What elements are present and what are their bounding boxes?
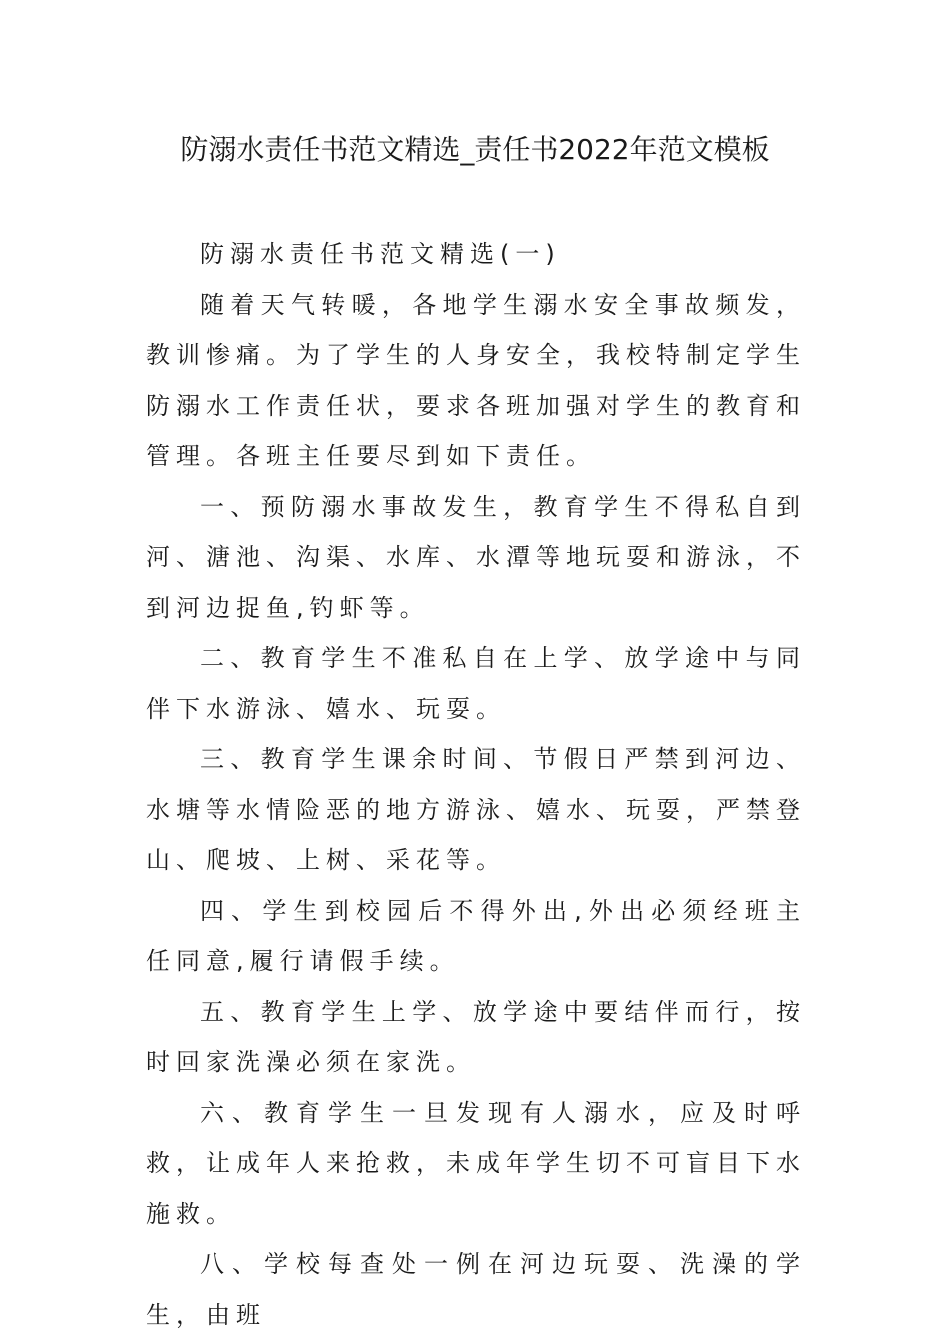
paragraph-item-5: 五、教育学生上学、放学途中要结伴而行，按时回家洗澡必须在家洗。 — [146, 997, 806, 1076]
paragraph-item-1: 一、预防溺水事故发生，教育学生不得私自到河、溏池、沟渠、水库、水潭等地玩耍和游泳，不到河边捉鱼,钓虾等。 — [146, 492, 806, 622]
paragraph-item-2: 二、教育学生不准私自在上学、放学途中与同伴下水游泳、嬉水、玩耍。 — [146, 644, 806, 723]
document-title: 防溺水责任书范文精选_责任书2022年范文模板 — [180, 133, 770, 166]
paragraph-heading: 防溺水责任书范文精选(一) — [200, 240, 561, 268]
paragraph-item-6: 六、教育学生一旦发现有人溺水，应及时呼救，让成年人来抢救，未成年学生切不可盲目下水施救。 — [146, 1098, 806, 1228]
paragraph-item-3: 三、教育学生课余时间、节假日严禁到河边、水塘等水情险恶的地方游泳、嬉水、玩耍，严禁登山、爬坡、上树、采花等。 — [146, 745, 806, 874]
paragraph-item-8: 八、学校每查处一例在河边玩耍、洗澡的学生，由班 — [146, 1250, 806, 1329]
paragraph-item-4: 四、学生到校园后不得外出,外出必须经班主任同意,履行请假手续。 — [146, 896, 806, 975]
document-body — [146, 229, 806, 1340]
paragraph-intro: 随着天气转暖，各地学生溺水安全事故频发，教训惨痛。为了学生的人身安全，我校特制定学生防溺水工作责任状，要求各班加强对学生的教育和管理。各班主任要尽到如下责任。 — [146, 290, 806, 470]
